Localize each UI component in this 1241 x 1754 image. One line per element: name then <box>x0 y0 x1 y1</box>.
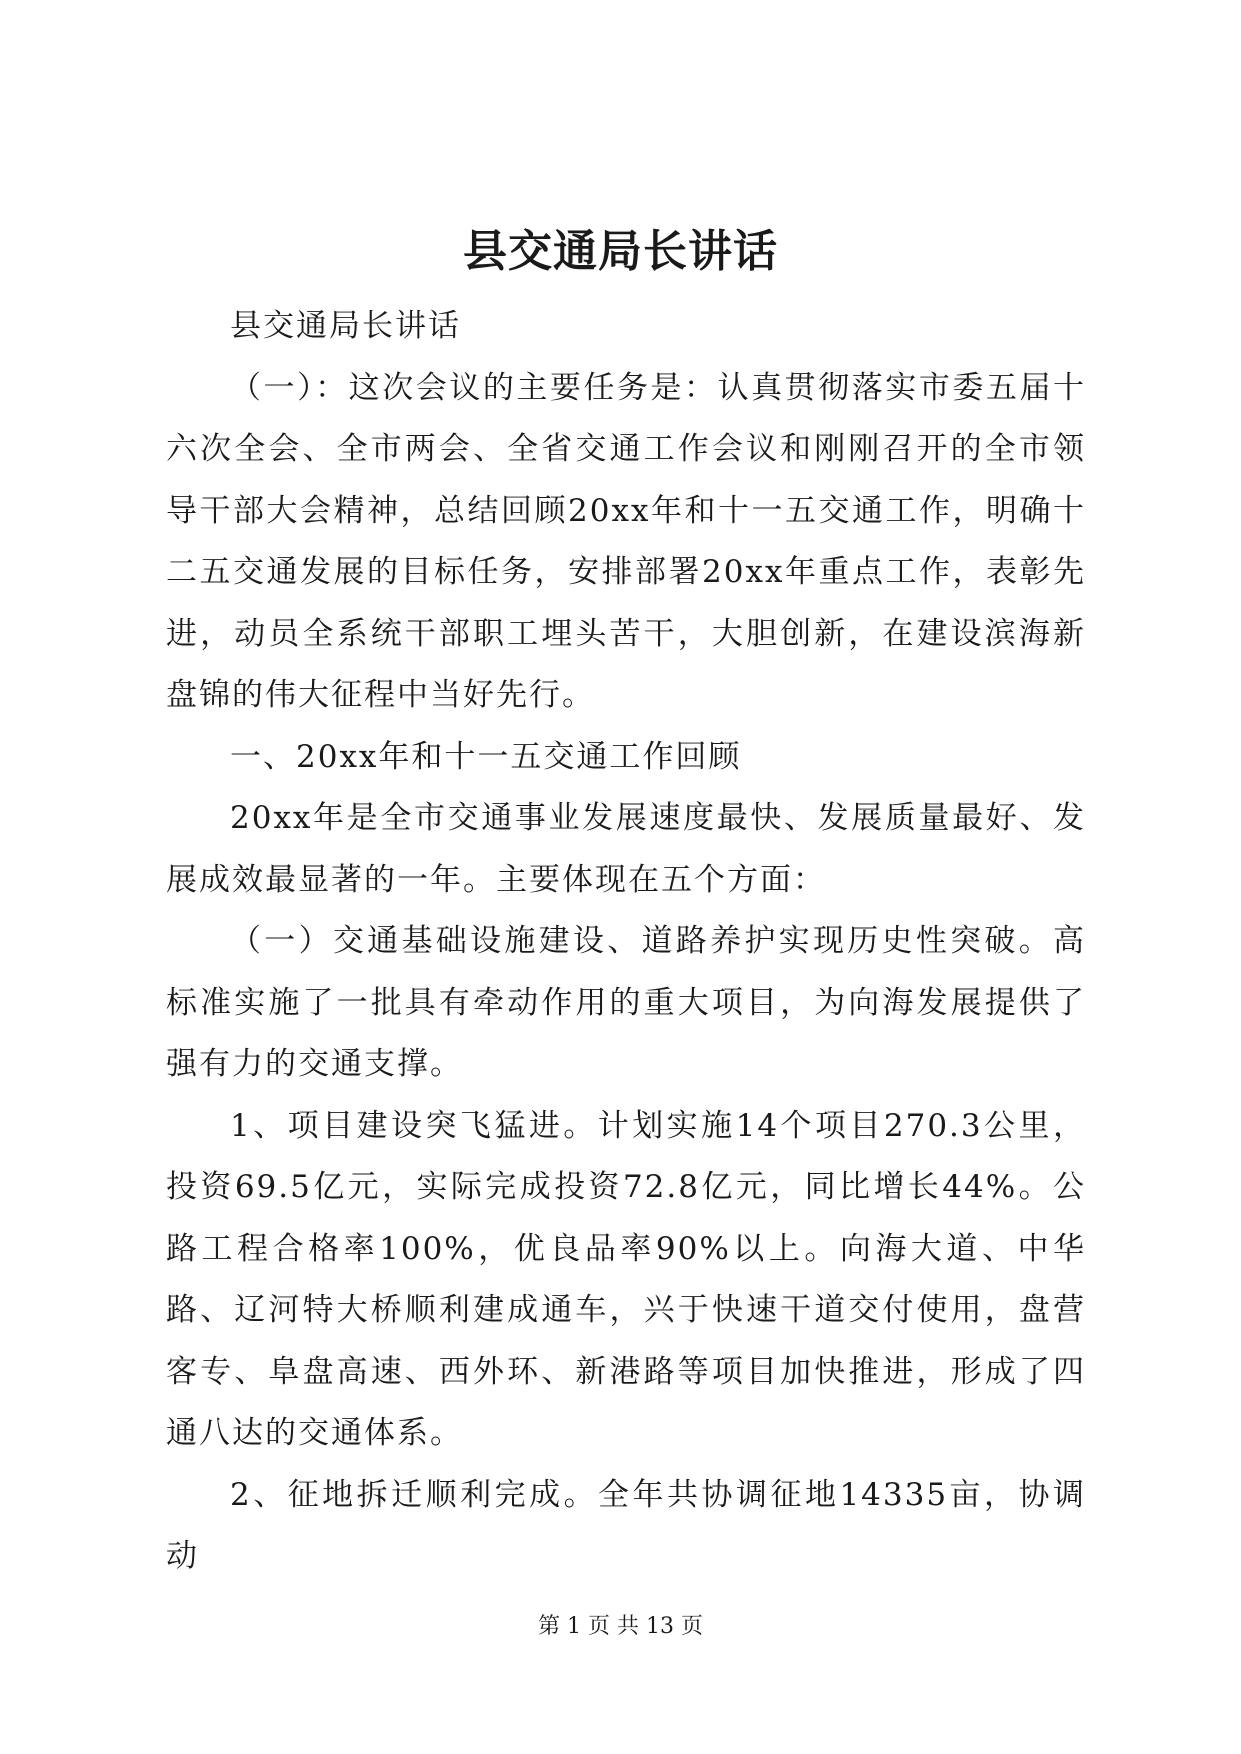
paragraph: 1、项目建设突飞猛进。计划实施14个项目270.3公里，投资69.5亿元，实际完成投资72.8亿元，同比增长44%。公路工程合格率100%，优良品率90%以上。向海大道、中华路、辽河特大桥顺利建成通车，兴于快速干道交付使用，盘营客专、阜盘高速、西外环、新港路等项目加快推进，形成了四通八达的交通体系。 <box>166 1107 1086 1451</box>
paragraph: 一、20xx年和十一五交通工作回顾 <box>230 738 742 775</box>
page-number-label: 第 1 页 共 13 页 <box>538 1614 703 1639</box>
document-body <box>166 296 1086 1588</box>
paragraph: 2、征地拆迁顺利完成。全年共协调征地14335亩，协调动 <box>166 1476 1086 1574</box>
paragraph: 县交通局长讲话 <box>230 308 461 344</box>
paragraph: （一）交通基础设施建设、道路养护实现历史性突破。高标准实施了一批具有牵动作用的重大项目，为向海发展提供了强有力的交通支撑。 <box>166 923 1086 1082</box>
page-footer <box>0 1612 1241 1642</box>
paragraph: 20xx年是全市交通事业发展速度最快、发展质量最好、发展成效最显著的一年。主要体现在五个方面： <box>166 800 1086 898</box>
paragraph: （一）：这次会议的主要任务是：认真贯彻落实市委五届十六次全会、全市两会、全省交通工作会议和刚刚召开的全市领导干部大会精神，总结回顾20xx年和十一五交通工作，明确十二五交通发展的目标任务，安排部署20xx年重点工作，表彰先进，动员全系统干部职工埋头苦干，大胆创新，在建设滨海新盘锦的伟大征程中当好先行。 <box>166 369 1086 713</box>
document-title: 县交通局长讲话 <box>463 226 778 277</box>
